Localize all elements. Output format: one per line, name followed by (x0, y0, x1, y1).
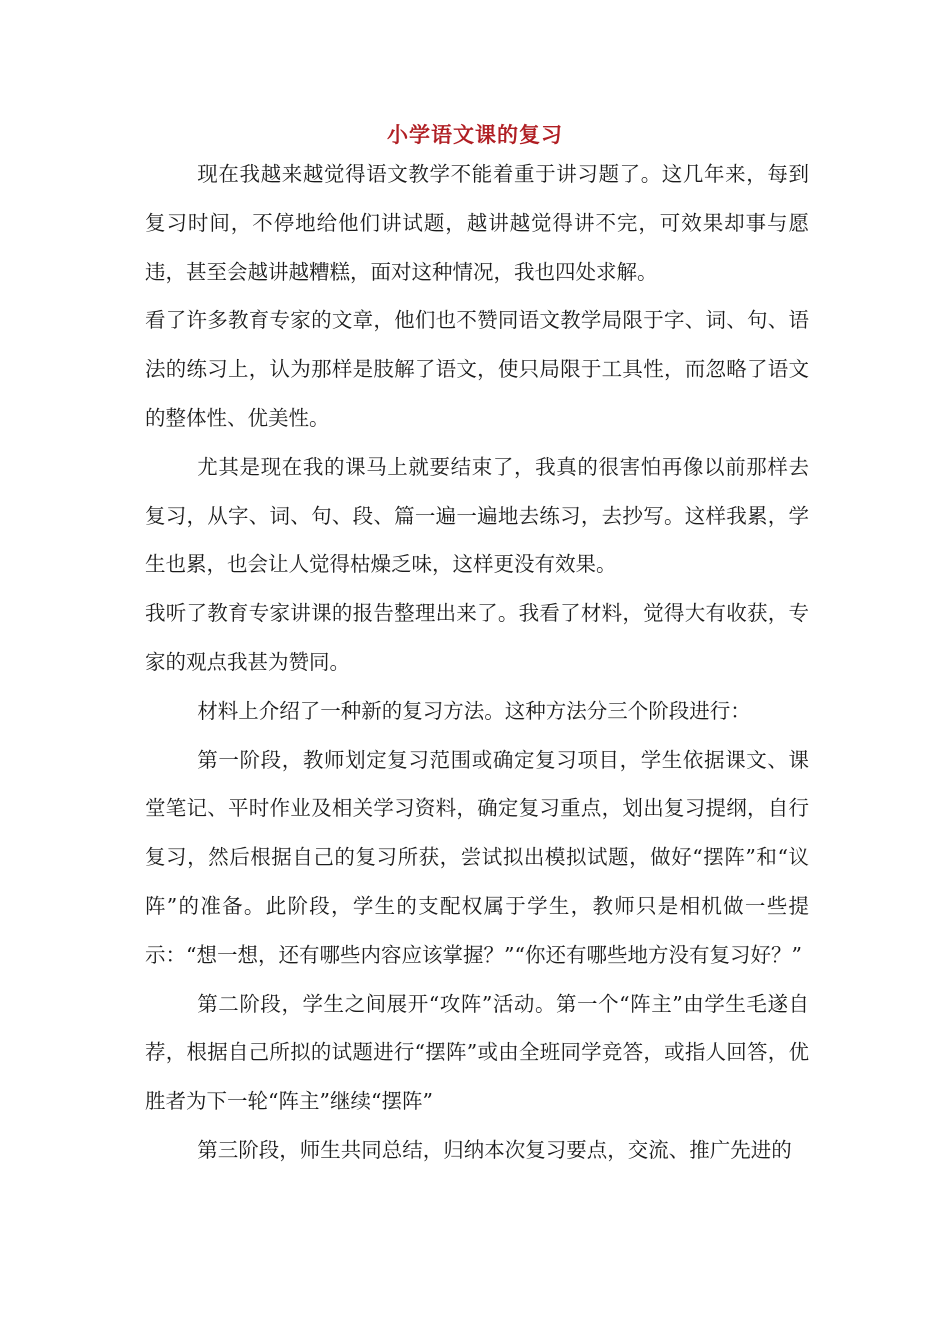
paragraph-3: 尤其是现在我的课马上就要结束了，我真的很害怕再像以前那样去复习，从字、词、句、段、篇一遍一遍地去练习，去抄写。这样我累，学生也累，也会让人觉得枯燥乏味，这样更没有效果。 (145, 454, 809, 577)
paragraph-8: 第三阶段，师生共同总结，归纳本次复习要点，交流、推广先进的 (197, 1137, 792, 1162)
document-title: 小学语文课的复习 (387, 122, 563, 147)
paragraph-5: 材料上介绍了一种新的复习方法。这种方法分三个阶段进行： (197, 698, 751, 723)
paragraph-2: 看了许多教育专家的文章，他们也不赞同语文教学局限于字、词、句、语法的练习上，认为那样是肢解了语文，使只局限于工具性，而忽略了语文的整体性、优美性。 (145, 308, 809, 430)
paragraph-7: 第二阶段，学生之间展开“攻阵”活动。第一个“阵主”由学生毛遂自荐，根据自己所拟的试题进行“摆阵”或由全班同学竞答，或指人回答，优胜者为下一轮“阵主”继续“摆阵” (145, 991, 809, 1114)
paragraph-4: 我听了教育专家讲课的报告整理出来了。我看了材料，觉得大有收获，专家的观点我甚为赞同。 (145, 601, 809, 674)
document-body (145, 150, 809, 1175)
paragraph-6: 第一阶段，教师划定复习范围或确定复习项目，学生依据课文、课堂笔记、平时作业及相关学习资料，确定复习重点，划出复习提纲，自行复习，然后根据自己的复习所获，尝试拟出模拟试题，做好“摆阵”和“议阵”的准备。此阶段，学生的支配权属于学生，教师只是相机做一些提示：“想一想，还有哪些内容应该掌握？”“你还有哪些地方没有复习好？” (145, 747, 809, 967)
paragraph-1: 现在我越来越觉得语文教学不能着重于讲习题了。这几年来，每到复习时间，不停地给他们讲试题，越讲越觉得讲不完，可效果却事与愿违，甚至会越讲越糟糕，面对这种情况，我也四处求解。 (145, 162, 809, 284)
